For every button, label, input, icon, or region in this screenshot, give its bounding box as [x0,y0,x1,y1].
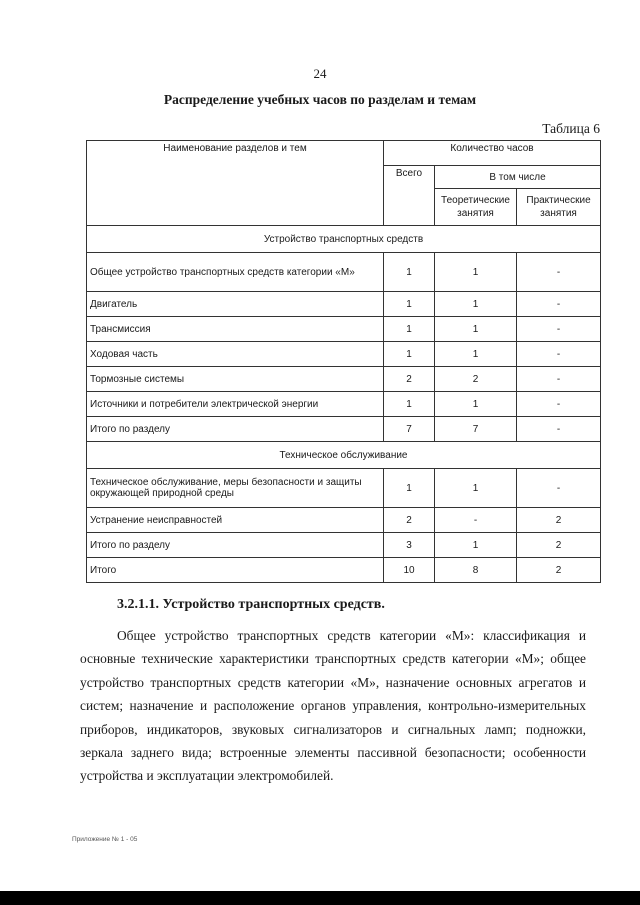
cell-practice: - [517,253,601,292]
table-row [87,253,601,292]
cell-total: 1 [384,392,435,417]
cell-total: 1 [384,469,435,508]
table-row [87,533,601,558]
table-row [87,292,601,317]
header-name: Наименование разделов и тем [87,141,384,226]
cell-name: Итого [87,558,384,583]
section-title: Устройство транспортных средств [87,226,601,253]
cell-name: Техническое обслуживание, меры безопасности и защиты окружающей природной среды [87,469,384,508]
cell-name: Двигатель [87,292,384,317]
footer-note: Приложение № 1 - 05 [72,836,138,843]
table-row [87,558,601,583]
cell-name: Ходовая часть [87,342,384,367]
cell-total: 1 [384,342,435,367]
cell-practice: - [517,342,601,367]
body-paragraph: Общее устройство транспортных средств категории «М»: классификация и основные технические характеристики транспортных средств категории «М»; общее устройство транспортных средств категории «М», назначение основных агрегатов и систем; назначение и расположение органов управления, контрольно-измерительных приборов, индикаторов, звуковых сигнализаторов и сигнальных ламп; подножки, зеркала заднего вида; встроенные элементы пассивной безопасности; особенности устройства и эксплуатации электромобилей. [80,628,586,784]
table-row [87,342,601,367]
cell-practice: 2 [517,508,601,533]
cell-total: 1 [384,292,435,317]
table-row [87,367,601,392]
cell-practice: - [517,392,601,417]
cell-practice: - [517,417,601,442]
cell-theory: 1 [435,253,517,292]
page-number: 24 [313,66,327,81]
cell-practice: - [517,317,601,342]
hours-table [86,140,601,583]
header-including: В том числе [435,166,601,189]
cell-name: Итого по разделу [87,533,384,558]
section-heading: 3.2.1.1. Устройство транспортных средств. [117,597,385,612]
cell-total: 1 [384,317,435,342]
cell-theory: 1 [435,342,517,367]
cell-practice: 2 [517,558,601,583]
cell-practice: - [517,367,601,392]
cell-total: 2 [384,367,435,392]
cell-theory: 1 [435,317,517,342]
cell-name: Трансмиссия [87,317,384,342]
page-title: Распределение учебных часов по разделам и темам [163,92,477,107]
section-title: Техническое обслуживание [87,442,601,469]
cell-name: Устранение неисправностей [87,508,384,533]
cell-theory: 1 [435,469,517,508]
table-row [87,317,601,342]
cell-practice: - [517,469,601,508]
cell-theory: 2 [435,367,517,392]
table-label: Таблица 6 [542,121,600,136]
scan-edge-bar [0,891,640,905]
table-row [87,417,601,442]
cell-name: Итого по разделу [87,417,384,442]
header-practice: Практические занятия [517,189,601,226]
cell-total: 1 [384,253,435,292]
cell-theory: 8 [435,558,517,583]
table-section-row [87,442,601,469]
header-theory: Теоретические занятия [435,189,517,226]
cell-total: 10 [384,558,435,583]
table-row [87,469,601,508]
cell-total: 7 [384,417,435,442]
cell-name: Источники и потребители электрической энергии [87,392,384,417]
cell-theory: 7 [435,417,517,442]
cell-total: 3 [384,533,435,558]
cell-theory: - [435,508,517,533]
cell-practice: - [517,292,601,317]
header-hours: Количество часов [384,141,601,166]
header-total: Всего [384,166,435,226]
cell-total: 2 [384,508,435,533]
cell-practice: 2 [517,533,601,558]
cell-name: Тормозные системы [87,367,384,392]
cell-name: Общее устройство транспортных средств категории «М» [87,253,384,292]
table-row [87,508,601,533]
cell-theory: 1 [435,292,517,317]
table-section-row [87,226,601,253]
cell-theory: 1 [435,533,517,558]
table-row [87,392,601,417]
cell-theory: 1 [435,392,517,417]
